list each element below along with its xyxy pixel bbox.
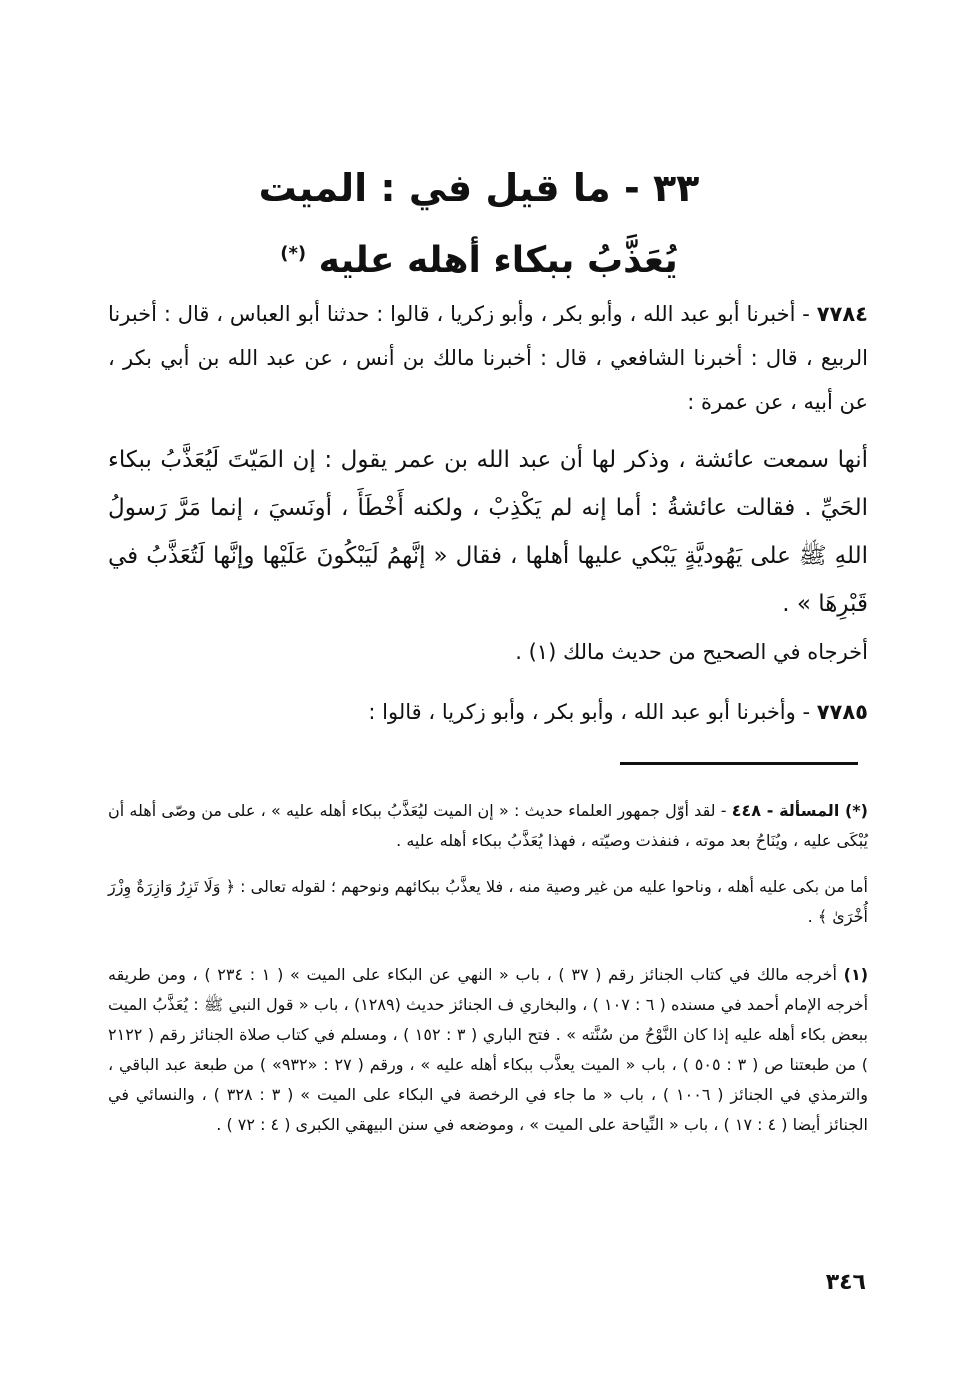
- hadith-number: ٧٧٨٥: [816, 700, 868, 724]
- footnote-star-continued: أما من بكى عليه أهله ، وناحوا عليه من غير وصية منه ، فلا يعذَّبُ ببكائهم ونوحهم ؛ لقوله تعالى : ﴿ وَلَا تَزِرُ وَازِرَةٌ وِزْرَ أُخْرَىٰ ﴾ .: [108, 877, 868, 926]
- chapter-subtitle: [0, 226, 958, 289]
- hadith-7785-isnad: [108, 690, 868, 734]
- footnote-1: [108, 960, 868, 1140]
- chapter-title: ٣٣ - ما قيل في : الميت: [258, 166, 700, 210]
- footnote-marker-star: (*): [280, 243, 307, 264]
- takhrij-note: أخرجاه في الصحيح من حديث مالك (١) .: [515, 640, 868, 664]
- footnote-star: [108, 796, 868, 856]
- page-number: ٣٤٦: [825, 1270, 866, 1295]
- footnote-divider: [620, 762, 858, 765]
- isnad-text: - وأخبرنا أبو عبد الله ، وأبو بكر ، وأبو زكريا ، قالوا :: [368, 700, 811, 724]
- footnote-star-text: - لقد أوّل جمهور العلماء حديث : « إن الميت ليُعَذَّبُ ببكاء أهله عليه » ، على من وصّى أهله أن يُبْكَى عليه ، ويُنَاحُ بعد موته ، فنفذت وصيّته ، فهذا يُعَذَّبُ ببكاء أهله عليه .: [108, 801, 868, 850]
- chapter-subtitle-text: يُعَذَّبُ ببكاء أهله عليه: [318, 240, 678, 281]
- footnote-star-label: (*) المسألة - ٤٤٨: [731, 801, 868, 820]
- hadith-number: ٧٧٨٤: [816, 302, 868, 326]
- isnad-text: - أخبرنا أبو عبد الله ، وأبو بكر ، وأبو زكريا ، قالوا : حدثنا أبو العباس ، قال : أخبرنا الربيع ، قال : أخبرنا الشافعي ، قال : أخبرنا مالك بن أنس ، عن عبد الله بن أبي بكر ، عن أبيه ، عن عمرة :: [108, 302, 868, 414]
- footnote-1-label: (١): [843, 965, 869, 984]
- hadith-7784-matn: أنها سمعت عائشة ، وذكر لها أن عبد الله بن عمر يقول : إن المَيّتَ لَيُعَذَّبُ ببكاء الحَيِّ . فقالت عائشةُ : أما إنه لم يَكْذِبْ ، ولكنه أَخْطَأَ ، أونَسيَ ، إنما مَرَّ رَسولُ اللهِ ﷺ على يَهُوديَّةٍ يَبْكي عليها أهلها ، فقال « إنَّهمُ لَيَبْكُونَ عَلَيْها وإنَّها لَتُعَذَّبُ في قَبْرِهَا » .: [108, 447, 868, 617]
- hadith-7784-isnad: [108, 292, 868, 424]
- footnote-1-text: أخرجه مالك في كتاب الجنائز رقم ( ٣٧ ) ، باب « النهي عن البكاء على الميت » ( ١ : ٢٣٤ ) ، ومن طريقه أخرجه الإمام أحمد في مسنده ( ٦ : ١٠٧ ) ، والبخاري ف الجنائز حديث (١٢٨٩) ، باب « قول النبي ﷺ : يُعَذَّبُ الميت ببعض بكاء أهله عليه إذا كان النَّوْحُ من سُنَّته » . فتح الباري ( ٣ : ١٥٢ ) ، ومسلم في كتاب صلاة الجنائز رقم ( ٢١٢٢ ) من طبعتنا ص ( ٣ : ٥٠٥ ) ، باب « الميت يعذَّب ببكاء أهله عليه » ، ورقم ( ٢٧ : «٩٣٢» ) من طبعة عبد الباقي ، والترمذي في الجنائز ( ١٠٠٦ ) ، باب « ما جاء في الرخصة في البكاء على الميت » ( ٣ : ٣٢٨ ) ، والنسائي في الجنائز أيضا ( ٤ : ١٧ ) ، باب « النِّياحة على الميت » ، وموضعه في سنن البيهقي الكبرى ( ٤ : ٧٢ ) .: [108, 965, 869, 1134]
